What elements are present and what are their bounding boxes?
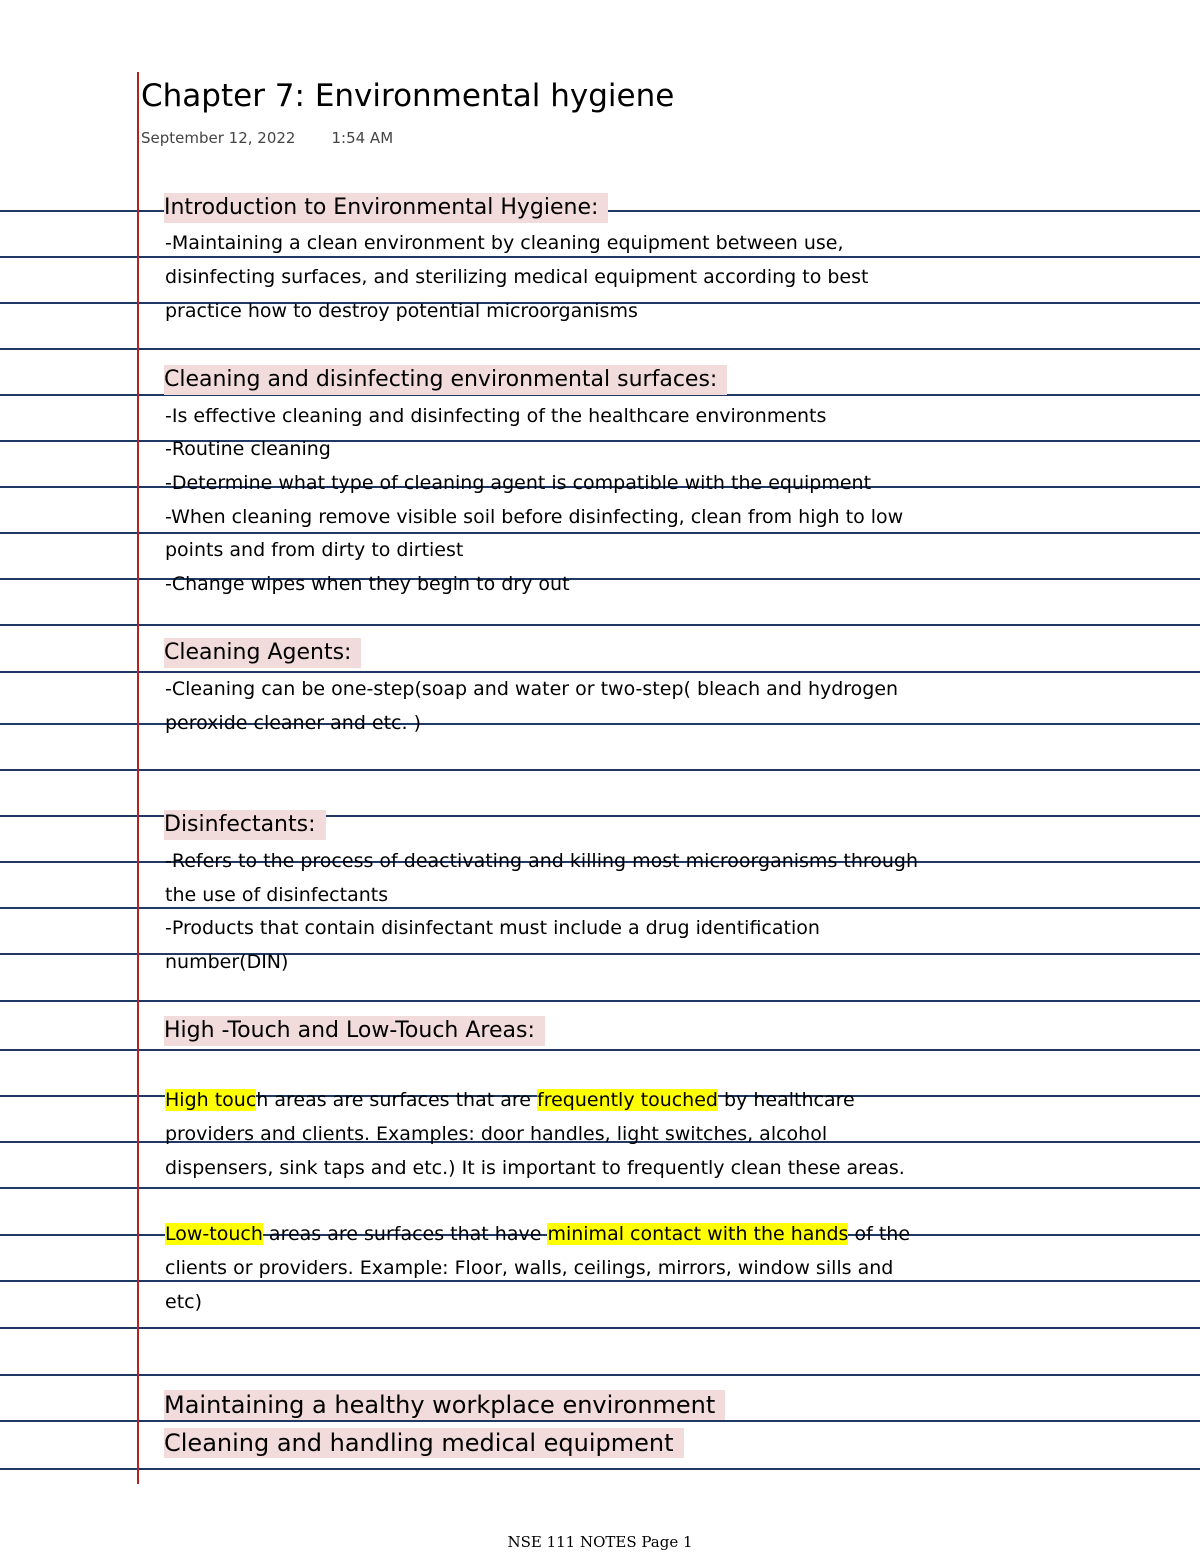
note-timestamp bbox=[141, 128, 393, 148]
section-heading-cleaning-surfaces: Cleaning and disinfecting environmental surfaces: bbox=[164, 365, 727, 395]
text-line: -Maintaining a clean environment by cleaning equipment between use, bbox=[165, 232, 844, 254]
text-line: practice how to destroy potential microorganisms bbox=[165, 300, 638, 322]
text-line: -Refers to the process of deactivating and killing most microorganisms through bbox=[165, 850, 919, 872]
section-heading-touch-areas: High -Touch and Low-Touch Areas: bbox=[164, 1016, 545, 1046]
text-line: -Cleaning can be one-step(soap and water or two-step( bleach and hydrogen bbox=[165, 678, 899, 700]
text-line: -Is effective cleaning and disinfecting of the healthcare environments bbox=[165, 405, 827, 427]
ruled-line bbox=[0, 624, 1200, 626]
section-heading-workplace: Maintaining a healthy workplace environment bbox=[164, 1390, 725, 1420]
ruled-line bbox=[0, 348, 1200, 350]
page-footer: NSE 111 NOTES Page 1 bbox=[507, 1533, 693, 1551]
text-line: providers and clients. Examples: door handles, light switches, alcohol bbox=[165, 1123, 828, 1145]
text-line: -Change wipes when they begin to dry out bbox=[165, 573, 570, 595]
note-date: September 12, 2022 bbox=[141, 129, 296, 147]
ruled-line bbox=[0, 769, 1200, 771]
section-heading-equipment: Cleaning and handling medical equipment bbox=[164, 1428, 684, 1458]
text-line: etc) bbox=[165, 1291, 202, 1313]
ruled-line bbox=[0, 671, 1200, 673]
section-heading-intro: Introduction to Environmental Hygiene: bbox=[164, 193, 608, 223]
note-time: 1:54 AM bbox=[331, 129, 394, 147]
text-line: clients or providers. Example: Floor, walls, ceilings, mirrors, window sills and bbox=[165, 1257, 894, 1279]
ruled-line bbox=[0, 1468, 1200, 1470]
margin-line bbox=[137, 72, 139, 1484]
text-line: the use of disinfectants bbox=[165, 884, 389, 906]
text-line: disinfecting surfaces, and sterilizing medical equipment according to best bbox=[165, 266, 869, 288]
section-heading-agents: Cleaning Agents: bbox=[164, 638, 361, 668]
ruled-line bbox=[0, 1327, 1200, 1329]
high-touch-line: High touch areas are surfaces that are frequently touched by healthcare bbox=[165, 1089, 855, 1111]
text-line: -Determine what type of cleaning agent is compatible with the equipment bbox=[165, 472, 872, 494]
ruled-line bbox=[0, 1420, 1200, 1422]
text-line: -When cleaning remove visible soil before disinfecting, clean from high to low bbox=[165, 506, 904, 528]
text-line: points and from dirty to dirtiest bbox=[165, 539, 464, 561]
ruled-line bbox=[0, 1187, 1200, 1189]
section-heading-disinfectants: Disinfectants: bbox=[164, 810, 326, 840]
text-line: -Routine cleaning bbox=[165, 438, 331, 460]
page-title: Chapter 7: Environmental hygiene bbox=[141, 78, 675, 114]
ruled-line bbox=[0, 532, 1200, 534]
text-line: number(DIN) bbox=[165, 951, 289, 973]
text-line: dispensers, sink taps and etc.) It is important to frequently clean these areas. bbox=[165, 1157, 905, 1179]
ruled-line bbox=[0, 1000, 1200, 1002]
text-line: -Products that contain disinfectant must include a drug identification bbox=[165, 917, 820, 939]
highlight: Low-touch bbox=[165, 1223, 263, 1245]
ruled-line bbox=[0, 1374, 1200, 1376]
highlight: minimal contact with the hands bbox=[547, 1223, 849, 1245]
highlight: High touc bbox=[165, 1089, 257, 1111]
ruled-line bbox=[0, 256, 1200, 258]
highlight: frequently touched bbox=[537, 1089, 718, 1111]
text-line: peroxide cleaner and etc. ) bbox=[165, 712, 421, 734]
low-touch-line: Low-touch areas are surfaces that have minimal contact with the hands of the bbox=[165, 1223, 911, 1245]
ruled-line bbox=[0, 1049, 1200, 1051]
